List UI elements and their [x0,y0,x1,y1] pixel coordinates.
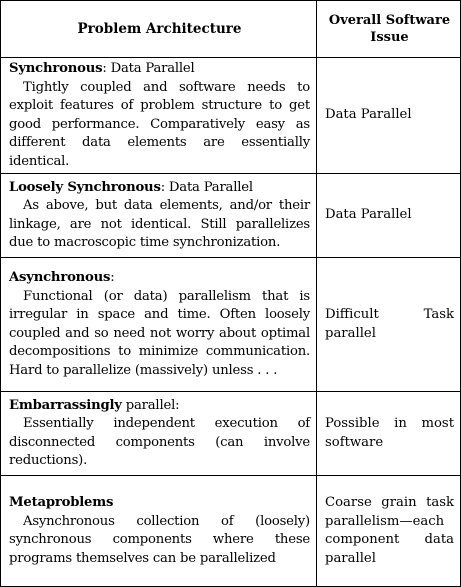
architecture-description: Tightly coupled and software needs to exploit features of problem structure to get good performance. Comparatively easy as different data elements are essentially identical. [9,79,310,169]
architecture-name: Metaproblems [9,495,114,510]
architecture-name: Embarrassingly [9,397,122,413]
architecture-description: Asynchronous collection of (loosely) synchronous components where these programs themselves can be parallelized [9,513,310,566]
architecture-cell [1,476,317,587]
architecture-description: Essentially independent execution of disconnected components (can involve reductions). [9,416,310,468]
architecture-name: Loosely Synchronous [9,179,161,195]
architecture-cell [1,58,317,174]
table-row [1,476,461,587]
architecture-description: Functional (or data) parallelism that is irregular in space and time. Often loosely coupled and so need not worry about optimal decompositions to minimize communication. Hard to parallelize (massively) unless . . . [9,288,310,378]
architecture-name-suffix: : [110,270,115,285]
architecture-cell [1,392,317,476]
header-row [1,1,461,58]
architecture-description: As above, but data elements, and/or their linkage, are not identical. Still parallelizes due to macroscopic time synchronization. [9,198,310,250]
architecture-cell [1,174,317,258]
table-row [1,258,461,392]
architecture-name: Synchronous [9,61,103,76]
architecture-cell [1,258,317,392]
architecture-name-suffix: parallel: [121,397,180,413]
table-row [1,58,461,174]
architecture-name: Asynchronous [9,270,111,285]
header-overall-software-issue: Overall Software Issue [317,1,461,58]
header-problem-architecture: Problem Architecture [1,1,317,58]
software-issue-cell: Data Parallel [317,174,461,258]
software-issue-cell: Difficult Task parallel [317,258,461,392]
architecture-name-suffix: : Data Parallel [160,179,253,195]
software-issue-cell: Possible in most software [317,392,461,476]
table-row [1,392,461,476]
architecture-name-suffix: : Data Parallel [102,61,195,76]
software-issue-cell: Coarse grain task parallelism—each component data parallel [317,476,461,587]
software-issue-cell: Data Parallel [317,58,461,174]
table-row [1,174,461,258]
